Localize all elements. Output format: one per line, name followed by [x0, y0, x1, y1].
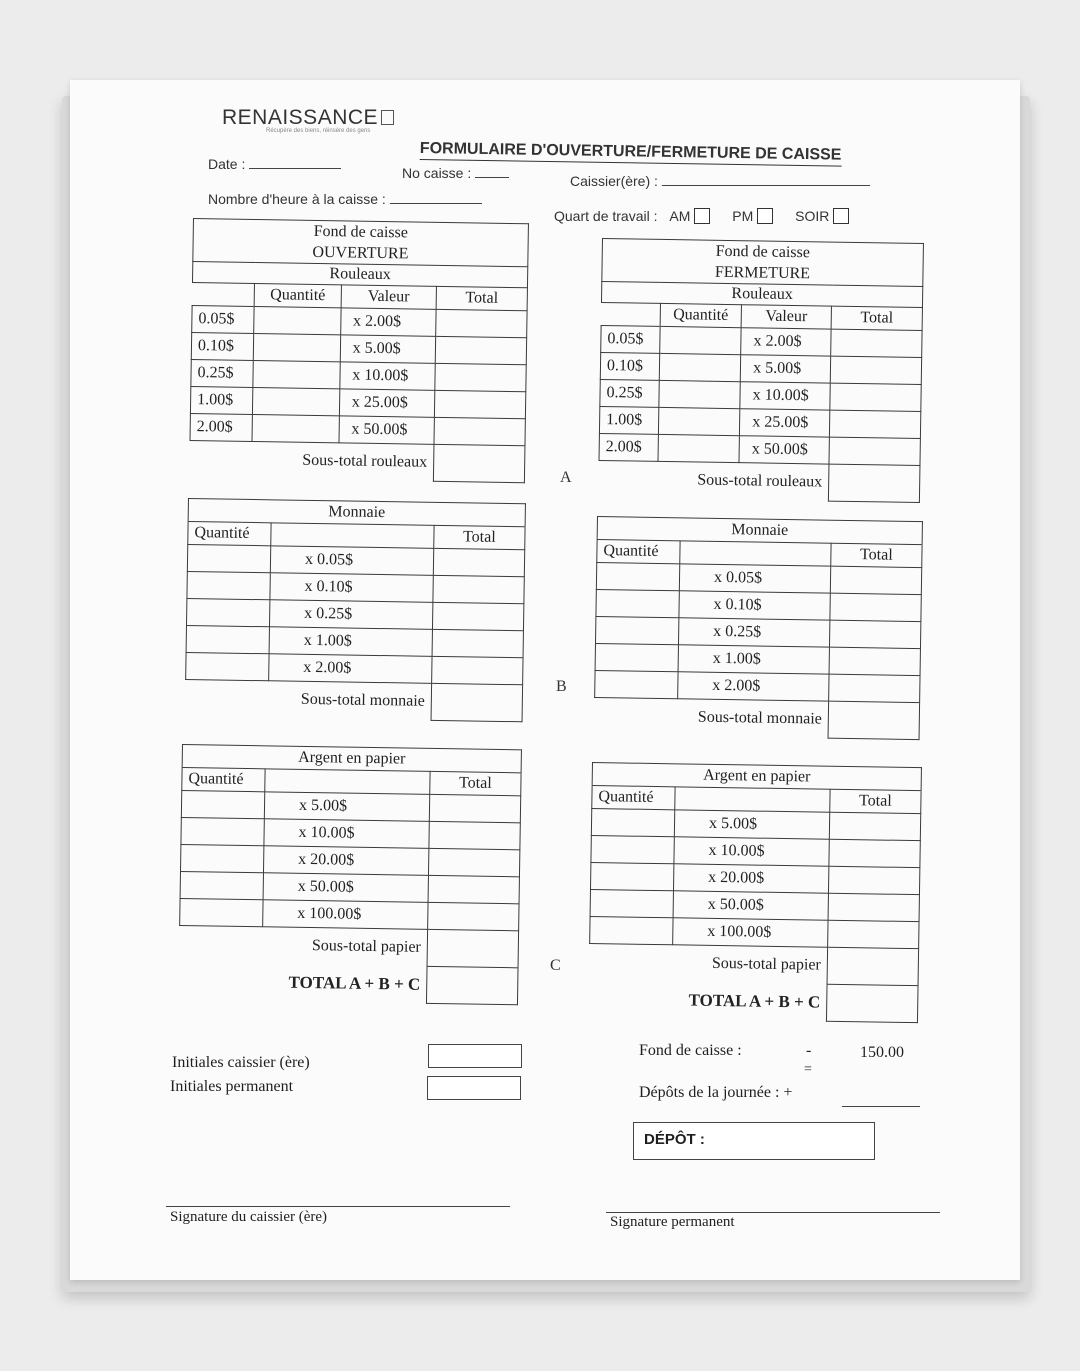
no-caisse-label: No caisse : — [402, 165, 472, 181]
monnaie-multiplier: x 2.00$ — [269, 654, 432, 684]
monnaie-multiplier: x 2.00$ — [678, 672, 829, 701]
rouleaux-valeur: x 25.00$ — [339, 389, 435, 417]
rouleaux-quantite-cell[interactable] — [658, 434, 740, 462]
rouleaux-denomination: 0.25$ — [600, 379, 659, 407]
no-caisse-field — [402, 165, 509, 181]
left-monnaie-col-quantite: Quantité — [188, 522, 271, 546]
signature-permanent-label: Signature permanent — [610, 1214, 735, 1230]
date-label: Date : — [208, 156, 246, 172]
right-total-cell[interactable] — [826, 984, 918, 1022]
right-rouleaux-table — [598, 238, 924, 503]
rouleaux-valeur: x 50.00$ — [339, 416, 435, 444]
left-rouleaux-table — [189, 218, 529, 483]
monnaie-multiplier: x 0.25$ — [678, 618, 829, 647]
summary-depots-blank[interactable] — [842, 1106, 920, 1107]
papier-total-cell[interactable] — [429, 821, 520, 849]
papier-quantite-cell[interactable] — [180, 871, 263, 899]
summary-fond-value: 150.00 — [860, 1044, 904, 1061]
papier-total-cell[interactable] — [829, 812, 920, 840]
right-fond-title: Fond de caisse — [715, 242, 811, 262]
papier-multiplier: x 100.00$ — [263, 900, 428, 930]
papier-quantite-cell[interactable] — [590, 889, 673, 917]
initiales-caissier-label: Initiales caissier (ère) — [172, 1054, 310, 1071]
papier-multiplier: x 20.00$ — [673, 864, 828, 893]
left-sous-total-monnaie-cell[interactable] — [431, 683, 523, 721]
rouleaux-quantite-cell[interactable] — [253, 360, 340, 388]
right-rouleaux-title: Rouleaux — [601, 282, 922, 308]
summary-fond-label: Fond de caisse : — [639, 1042, 742, 1059]
right-monnaie-col-total: Total — [831, 543, 922, 567]
right-papier-col-total: Total — [830, 789, 921, 813]
summary-depots-label: Dépôts de la journée : + — [639, 1084, 793, 1101]
right-papier-col-quantite: Quantité — [592, 786, 675, 810]
rouleaux-valeur: x 5.00$ — [740, 355, 830, 383]
left-monnaie-title: Monnaie — [188, 499, 525, 527]
left-papier-col-total: Total — [430, 771, 521, 795]
rouleaux-quantite-cell[interactable] — [254, 306, 341, 334]
monnaie-quantite-cell[interactable] — [595, 643, 678, 671]
rouleaux-quantite-cell[interactable] — [659, 353, 741, 381]
papier-multiplier: x 10.00$ — [264, 819, 429, 849]
logo-name: RENAISSANCE — [222, 106, 379, 129]
initiales-caissier-box[interactable] — [428, 1044, 522, 1068]
left-sous-total-rouleaux-label: Sous-total rouleaux — [302, 451, 428, 471]
monnaie-total-cell[interactable] — [829, 647, 920, 675]
rouleaux-total-cell[interactable] — [830, 356, 921, 384]
left-sous-total-papier-cell[interactable] — [427, 929, 519, 967]
papier-multiplier: x 5.00$ — [674, 810, 829, 839]
am-label: AM — [669, 208, 691, 224]
rouleaux-total-cell[interactable] — [831, 329, 922, 357]
rouleaux-denomination: 0.05$ — [601, 325, 660, 353]
monnaie-quantite-cell[interactable] — [187, 545, 270, 573]
left-monnaie-col-spacer — [271, 523, 434, 549]
soir-label: SOIR — [795, 208, 830, 224]
right-papier-table — [588, 762, 922, 1023]
monnaie-multiplier: x 1.00$ — [269, 627, 432, 657]
monnaie-multiplier: x 0.25$ — [269, 600, 432, 630]
monnaie-multiplier: x 0.10$ — [270, 573, 433, 603]
rouleaux-valeur: x 10.00$ — [340, 362, 436, 390]
left-rouleaux-corner — [192, 282, 255, 306]
right-monnaie-title: Monnaie — [597, 517, 922, 545]
left-fond-header — [193, 219, 529, 267]
rouleaux-total-cell[interactable] — [434, 390, 525, 418]
left-monnaie-table — [185, 498, 526, 722]
right-sous-total-monnaie-cell[interactable] — [828, 701, 920, 739]
rouleaux-quantite-cell[interactable] — [253, 387, 340, 415]
soir-checkbox[interactable] — [833, 208, 849, 224]
right-col-total: Total — [831, 306, 922, 330]
left-fond-title: Fond de caisse — [313, 222, 409, 242]
rouleaux-total-cell[interactable] — [435, 363, 526, 391]
rouleaux-quantite-cell[interactable] — [659, 326, 741, 354]
summary-equals: = — [804, 1062, 812, 1077]
right-sous-total-rouleaux-cell[interactable] — [828, 464, 920, 502]
rouleaux-total-cell[interactable] — [830, 383, 921, 411]
section-marker-b: B — [556, 678, 567, 695]
papier-total-cell[interactable] — [429, 794, 520, 822]
left-papier-col-quantite: Quantité — [182, 768, 265, 792]
no-caisse-blank[interactable] — [475, 167, 509, 178]
rouleaux-total-cell[interactable] — [436, 309, 527, 337]
right-fond-header — [602, 239, 924, 287]
signature-caissier-label: Signature du caissier (ère) — [170, 1209, 328, 1225]
monnaie-quantite-cell[interactable] — [596, 563, 679, 591]
heures-label: Nombre d'heure à la caisse : — [208, 191, 386, 207]
logo-tagline: Récupère des biens, réinsère des gens — [266, 128, 371, 134]
right-sous-total-rouleaux-label: Sous-total rouleaux — [697, 471, 823, 491]
papier-quantite-cell[interactable] — [180, 898, 263, 926]
heures-field — [208, 191, 482, 207]
page-title: FORMULAIRE D'OUVERTURE/FERMETURE DE CAISSE — [420, 140, 842, 167]
left-total-label: TOTAL A + B + C — [288, 972, 421, 994]
date-blank[interactable] — [249, 158, 341, 169]
right-sous-total-papier-cell[interactable] — [827, 947, 919, 985]
quart-field — [554, 208, 849, 224]
papier-quantite-cell[interactable] — [591, 835, 674, 863]
right-papier-title: Argent en papier — [592, 763, 921, 791]
right-sous-total-monnaie-label: Sous-total monnaie — [697, 708, 822, 728]
depot-label: DÉPÔT : — [644, 1131, 705, 1148]
summary-fond-sign: - — [806, 1042, 812, 1059]
monnaie-quantite-cell[interactable] — [186, 652, 269, 680]
rouleaux-denomination: 2.00$ — [190, 413, 253, 441]
left-col-quantite: Quantité — [254, 283, 341, 307]
initiales-permanent-label: Initiales permanent — [170, 1078, 294, 1095]
right-papier-col-spacer — [675, 787, 830, 812]
left-monnaie-col-total: Total — [434, 525, 525, 549]
papier-quantite-cell[interactable] — [590, 916, 673, 944]
section-marker-c: C — [550, 957, 561, 974]
left-papier-col-spacer — [265, 769, 430, 795]
left-sous-total-rouleaux-cell[interactable] — [433, 444, 525, 482]
monnaie-total-cell[interactable] — [432, 602, 523, 630]
rouleaux-quantite-cell[interactable] — [659, 380, 741, 408]
monnaie-total-cell[interactable] — [433, 575, 524, 603]
right-monnaie-table — [594, 516, 923, 740]
papier-multiplier: x 10.00$ — [674, 837, 829, 866]
rouleaux-valeur: x 2.00$ — [741, 328, 831, 356]
rouleaux-total-cell[interactable] — [435, 336, 526, 364]
monnaie-quantite-cell[interactable] — [186, 598, 269, 626]
right-total-label: TOTAL A + B + C — [688, 990, 821, 1012]
monnaie-multiplier: x 0.10$ — [679, 591, 830, 620]
monnaie-multiplier: x 1.00$ — [678, 645, 829, 674]
rouleaux-denomination: 0.05$ — [192, 305, 255, 333]
monnaie-multiplier: x 0.05$ — [679, 564, 830, 593]
monnaie-quantite-cell[interactable] — [595, 616, 678, 644]
rouleaux-valeur: x 50.00$ — [739, 436, 829, 464]
left-col-total: Total — [436, 286, 527, 310]
left-col-valeur: Valeur — [341, 285, 437, 309]
depot-box[interactable] — [633, 1122, 875, 1160]
monnaie-multiplier: x 0.05$ — [270, 546, 433, 576]
papier-total-cell[interactable] — [428, 875, 519, 903]
rouleaux-total-cell[interactable] — [829, 437, 920, 465]
rouleaux-valeur: x 10.00$ — [740, 382, 830, 410]
logo-mark-icon — [381, 110, 394, 125]
papier-total-cell[interactable] — [828, 866, 919, 894]
monnaie-total-cell[interactable] — [829, 674, 920, 702]
monnaie-total-cell[interactable] — [433, 548, 524, 576]
monnaie-quantite-cell[interactable] — [595, 670, 678, 698]
rouleaux-quantite-cell[interactable] — [254, 333, 341, 361]
monnaie-total-cell[interactable] — [830, 593, 921, 621]
papier-quantite-cell[interactable] — [180, 844, 263, 872]
caissier-blank[interactable] — [662, 175, 870, 186]
right-sous-total-papier-label: Sous-total papier — [711, 955, 821, 974]
rouleaux-denomination: 0.10$ — [600, 352, 659, 380]
papier-multiplier: x 20.00$ — [263, 846, 428, 876]
pm-checkbox[interactable] — [757, 208, 773, 224]
left-total-cell[interactable] — [426, 966, 518, 1004]
date-field — [208, 156, 341, 172]
papier-total-cell[interactable] — [428, 848, 519, 876]
rouleaux-total-cell[interactable] — [434, 417, 525, 445]
right-fond-sub: FERMETURE — [714, 263, 811, 283]
rouleaux-denomination: 0.25$ — [191, 359, 254, 387]
left-fond-sub: OUVERTURE — [312, 243, 409, 263]
rouleaux-denomination: 1.00$ — [599, 406, 658, 434]
rouleaux-quantite-cell[interactable] — [252, 414, 339, 442]
rouleaux-valeur: x 25.00$ — [740, 409, 830, 437]
am-checkbox[interactable] — [694, 208, 710, 224]
signature-permanent-line[interactable] — [606, 1212, 940, 1213]
initiales-permanent-box[interactable] — [427, 1076, 521, 1100]
right-col-valeur: Valeur — [741, 305, 831, 329]
rouleaux-valeur: x 2.00$ — [340, 308, 436, 336]
monnaie-total-cell[interactable] — [432, 629, 523, 657]
pm-label: PM — [732, 208, 754, 224]
monnaie-total-cell[interactable] — [830, 566, 921, 594]
papier-total-cell[interactable] — [828, 893, 919, 921]
papier-multiplier: x 50.00$ — [673, 891, 828, 920]
right-rouleaux-corner — [601, 302, 660, 326]
left-papier-title: Argent en papier — [182, 745, 521, 773]
rouleaux-denomination: 2.00$ — [599, 433, 658, 461]
left-rouleaux-title: Rouleaux — [192, 262, 527, 288]
papier-multiplier: x 100.00$ — [673, 918, 828, 947]
papier-quantite-cell[interactable] — [590, 862, 673, 890]
right-col-quantite: Quantité — [660, 303, 742, 327]
rouleaux-denomination: 0.10$ — [191, 332, 254, 360]
monnaie-total-cell[interactable] — [432, 656, 523, 684]
monnaie-total-cell[interactable] — [829, 620, 920, 648]
caissier-label: Caissier(ère) : — [570, 173, 658, 189]
papier-multiplier: x 50.00$ — [263, 873, 428, 903]
papier-quantite-cell[interactable] — [181, 817, 264, 845]
papier-total-cell[interactable] — [428, 902, 519, 930]
monnaie-quantite-cell[interactable] — [187, 571, 270, 599]
monnaie-quantite-cell[interactable] — [596, 589, 679, 617]
caissier-field — [570, 173, 870, 189]
rouleaux-valeur: x 5.00$ — [340, 335, 436, 363]
rouleaux-quantite-cell[interactable] — [658, 407, 740, 435]
left-sous-total-papier-label: Sous-total papier — [311, 937, 421, 957]
rouleaux-denomination: 1.00$ — [190, 386, 253, 414]
section-marker-a: A — [560, 469, 572, 486]
papier-quantite-cell[interactable] — [181, 791, 264, 819]
left-papier-table — [178, 744, 522, 1005]
left-sous-total-monnaie-label: Sous-total monnaie — [300, 691, 425, 710]
papier-total-cell[interactable] — [829, 839, 920, 867]
right-monnaie-col-spacer — [680, 541, 831, 566]
rouleaux-total-cell[interactable] — [829, 410, 920, 438]
papier-total-cell[interactable] — [828, 920, 919, 948]
form-sheet — [70, 80, 1020, 1280]
heures-blank[interactable] — [390, 193, 482, 204]
logo — [222, 106, 394, 134]
monnaie-quantite-cell[interactable] — [186, 625, 269, 653]
papier-quantite-cell[interactable] — [591, 809, 674, 837]
quart-label: Quart de travail : — [554, 208, 658, 224]
signature-caissier-line[interactable] — [166, 1206, 510, 1207]
papier-multiplier: x 5.00$ — [264, 792, 429, 822]
right-monnaie-col-quantite: Quantité — [597, 540, 680, 564]
